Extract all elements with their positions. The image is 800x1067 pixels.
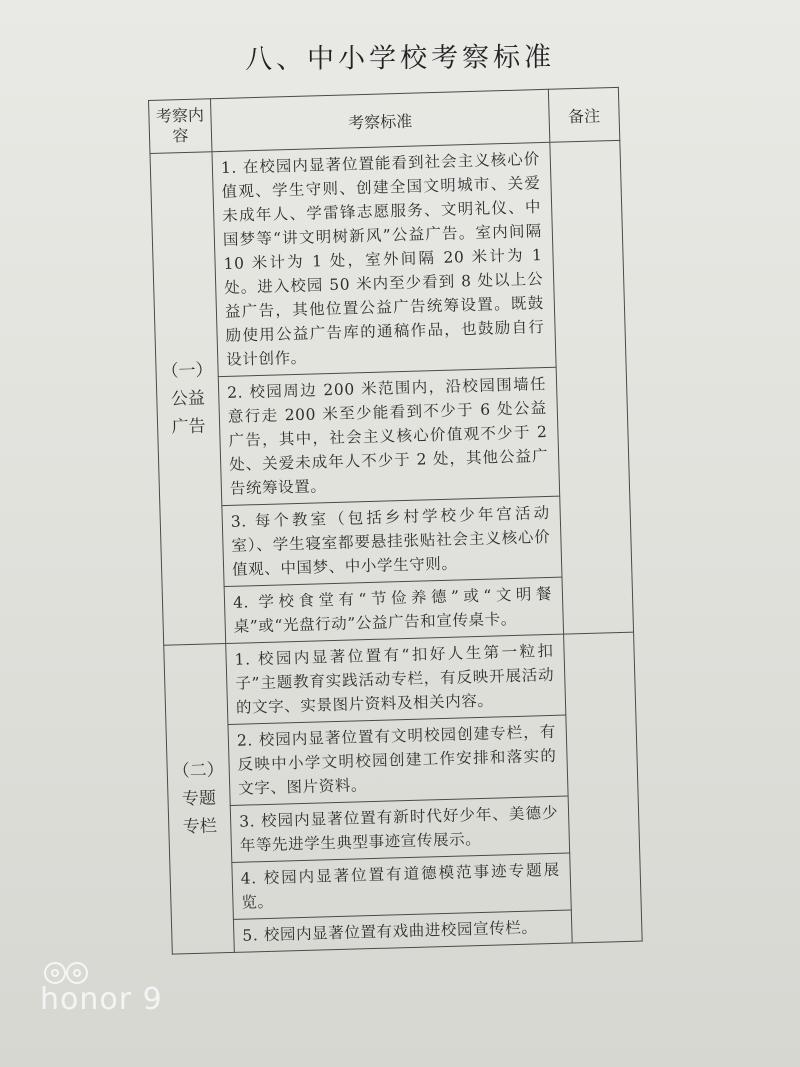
standard-item: 4. 校园内显著位置有道德模范事迹专题展览。 <box>232 853 571 919</box>
standard-item: 1. 校园内显著位置有“扣好人生第一粒扣子”主题教育实践活动专栏，有反映开展活动的文字、实景图片资料及相关内容。 <box>226 634 566 724</box>
category-label-line: （二） <box>172 760 225 782</box>
standard-item: 2. 校园周边 200 米范围内，沿校园围墙任意行走 200 米至少能看到不少于 6 处公益广告，其中，社会主义核心价值观不少于 2 处、关爱未成年人不少于 2 处，其他公益广告统筹设置。 <box>218 367 559 505</box>
category-label-line: 公益 <box>170 388 206 409</box>
header-standard: 考察标准 <box>210 89 549 151</box>
category-label-line: （一） <box>161 359 213 382</box>
table-row <box>150 140 626 378</box>
standard-item: 4. 学校食堂有“节俭养德”或“文明餐桌”或“光盘行动”公益广告和宣传桌卡。 <box>224 577 563 643</box>
category-label-line: 广告 <box>171 416 206 437</box>
standard-item: 3. 每个教室（包括乡村学校少年宫活动室）、学生寝室都要悬挂张贴社会主义核心价值观、中国梦、中小学生守则。 <box>222 496 562 586</box>
standard-item: 3. 校园内显著位置有新时代好少年、美德少年等先进学生典型事迹宣传展示。 <box>230 796 569 862</box>
header-category: 考察内容 <box>149 99 212 154</box>
camera-watermark <box>40 962 163 1017</box>
note-cell <box>550 140 634 634</box>
category-label-line: 专栏 <box>182 816 218 838</box>
camera-logo-icon <box>44 962 163 984</box>
note-cell <box>564 632 643 943</box>
camera-brand-label: honor 9 <box>40 982 163 1017</box>
category-label-line: 专题 <box>181 788 217 810</box>
standard-item: 2. 校园内显著位置有文明校园创建专栏，有反映中小学文明校园创建工作安排和落实的文字、图片资料。 <box>228 715 568 805</box>
header-note: 备注 <box>548 87 619 142</box>
criteria-table <box>148 87 643 955</box>
table-row <box>164 632 636 726</box>
standard-item: 1. 在校园内显著位置能看到社会主义核心价值观、学生守则、创建全国文明城市、关爱未成年人、学雷锋志愿服务、文明礼仪、中国梦等“讲文明树新风”公益广告。室内间隔 10 米计为 1 处，室外间隔 20 米计为 1 处。进入校园 50 米内至少看到 8 处以上公益广告，其他位置公益广告统筹设置。既鼓励使用公益广告库的通稿作品，也鼓励自行设计创作。 <box>212 142 556 376</box>
category-cell-special-columns <box>164 644 235 955</box>
page-title: 八、中小学校考察标准 <box>244 41 556 76</box>
standard-item: 5. 校园内显著位置有戏曲进校园宣传栏。 <box>233 910 572 952</box>
